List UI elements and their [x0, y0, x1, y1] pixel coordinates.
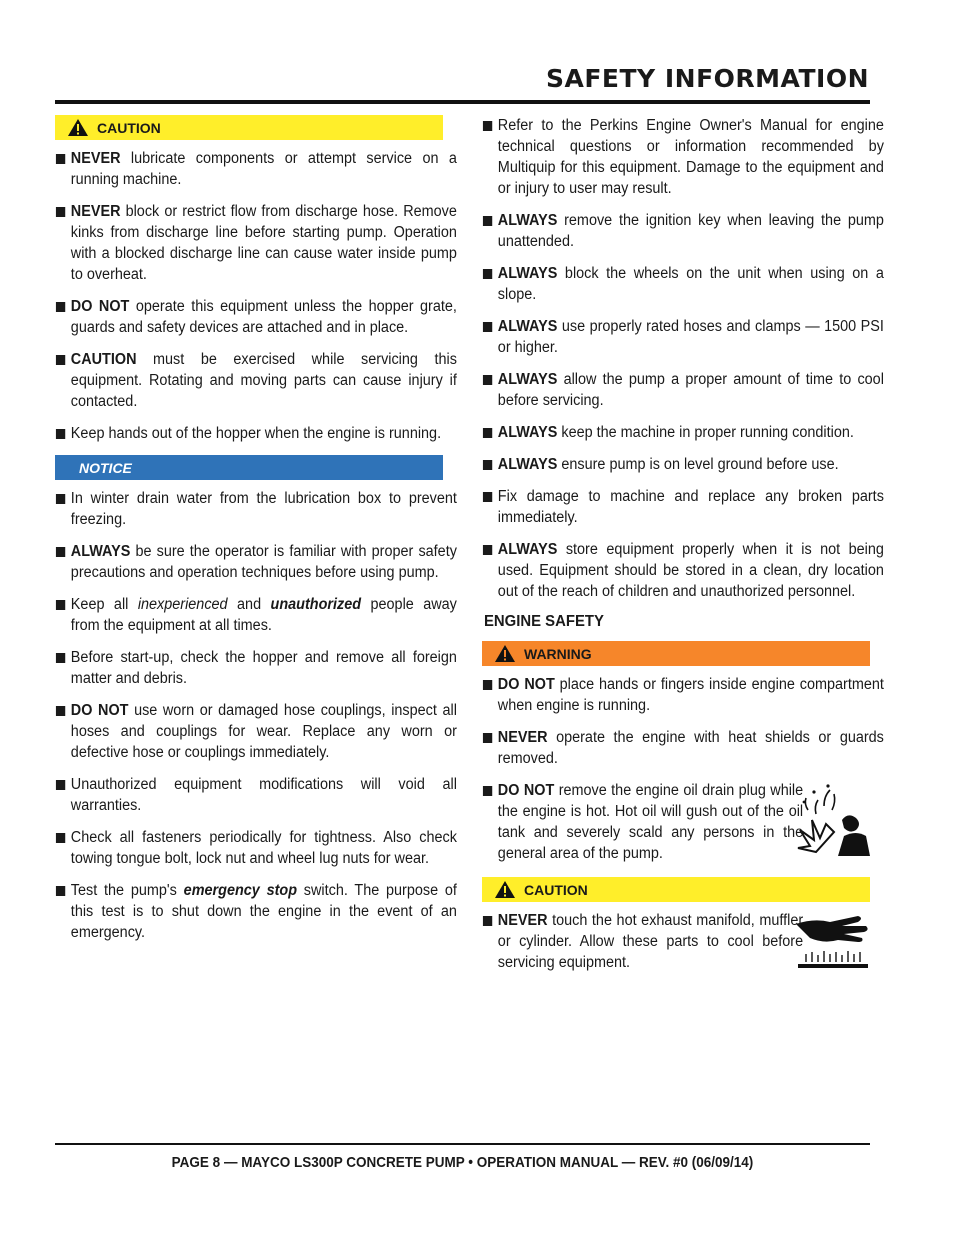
- list-item: DO NOT operate this equipment unless the hopper grate, guards and safety devices are attached and in place.: [55, 296, 457, 338]
- list-item: ALWAYS ensure pump is on level ground before use.: [482, 454, 884, 475]
- list-item: Check all fasteners periodically for tightness. Also check towing tongue bolt, lock nut and wheel lug nuts for wear.: [55, 827, 457, 869]
- list-item: Refer to the Perkins Engine Owner's Manual for engine technical questions or information recommended by Multiquip for this equipment. Damage to the equipment and or injury to user may result.: [482, 115, 884, 199]
- page-title: SAFETY INFORMATION: [546, 64, 869, 93]
- caution-label: CAUTION: [524, 881, 588, 898]
- header-rule: [55, 100, 870, 104]
- list-item: ALWAYS store equipment properly when it is not being used. Equipment should be stored in a clean, dry location out of the reach of children and unauthorized personnel.: [482, 539, 884, 602]
- hot-oil-spray-icon: [794, 780, 870, 856]
- list-item: ALWAYS use properly rated hoses and clamps — 1500 PSI or higher.: [482, 316, 884, 358]
- list-item: CAUTION must be exercised while servicing this equipment. Rotating and moving parts can cause injury if contacted.: [55, 349, 457, 412]
- page-footer: PAGE 8 — MAYCO LS300P CONCRETE PUMP • OPERATION MANUAL — REV. #0 (06/09/14): [171, 1154, 754, 1171]
- notice-list: [55, 488, 457, 943]
- warning-list: [482, 674, 884, 769]
- list-item: NEVER touch the hot exhaust manifold, muffler or cylinder. Allow these parts to cool before servicing equipment.: [482, 910, 803, 973]
- caution-banner-engine: [482, 877, 870, 902]
- engine-safety-heading: ENGINE SAFETY: [484, 613, 604, 630]
- caution-label: CAUTION: [97, 119, 161, 136]
- caution-banner: [55, 115, 443, 140]
- hot-oil-item: [482, 780, 870, 875]
- list-item: Keep all inexperienced and unauthorized people away from the equipment at all times.: [55, 594, 457, 636]
- notice-label: NOTICE: [79, 459, 132, 476]
- list-item: In winter drain water from the lubrication box to prevent freezing.: [55, 488, 457, 530]
- list-item: DO NOT use worn or damaged hose couplings, inspect all hoses and couplings for wear. Replace any worn or defective hose or couplings immediately.: [55, 700, 457, 763]
- notice-banner: [55, 455, 443, 480]
- list-item: ALWAYS block the wheels on the unit when using on a slope.: [482, 263, 884, 305]
- list-item: Test the pump's emergency stop switch. The purpose of this test is to shut down the engine in the event of an emergency.: [55, 880, 457, 943]
- general-safety-list: [482, 115, 884, 602]
- list-item: ALWAYS be sure the operator is familiar with proper safety precautions and operation techniques before using pump.: [55, 541, 457, 583]
- list-item: Keep hands out of the hopper when the engine is running.: [55, 423, 457, 444]
- list-item: NEVER operate the engine with heat shields or guards removed.: [482, 727, 884, 769]
- list-item: Before start-up, check the hopper and remove all foreign matter and debris.: [55, 647, 457, 689]
- list-item: DO NOT place hands or fingers inside engine compartment when engine is running.: [482, 674, 884, 716]
- list-item: Fix damage to machine and replace any broken parts immediately.: [482, 486, 884, 528]
- list-item: Unauthorized equipment modifications will void all warranties.: [55, 774, 457, 816]
- list-item: DO NOT remove the engine oil drain plug while the engine is hot. Hot oil will gush out of the oil tank and severely scald any persons in the general area of the pump.: [482, 780, 803, 864]
- warning-triangle-icon: [67, 118, 89, 137]
- warning-triangle-icon: [494, 644, 516, 663]
- right-column: [482, 115, 884, 984]
- list-item: ALWAYS allow the pump a proper amount of time to cool before servicing.: [482, 369, 884, 411]
- list-item: NEVER lubricate components or attempt service on a running machine.: [55, 148, 457, 190]
- list-item: NEVER block or restrict flow from discharge hose. Remove kinks from discharge line before starting pump. Operation with a blocked discharge line can cause water inside pump to overheat.: [55, 201, 457, 285]
- warning-triangle-icon: [494, 880, 516, 899]
- left-column: [55, 115, 457, 954]
- list-item: ALWAYS remove the ignition key when leaving the pump unattended.: [482, 210, 884, 252]
- warning-banner: [482, 641, 870, 666]
- caution-list: [55, 148, 457, 444]
- hot-surface-hand-icon: [794, 910, 870, 976]
- hot-surface-item: [482, 910, 870, 984]
- list-item: ALWAYS keep the machine in proper running condition.: [482, 422, 884, 443]
- warning-label: WARNING: [524, 645, 592, 662]
- footer-rule: [55, 1143, 870, 1145]
